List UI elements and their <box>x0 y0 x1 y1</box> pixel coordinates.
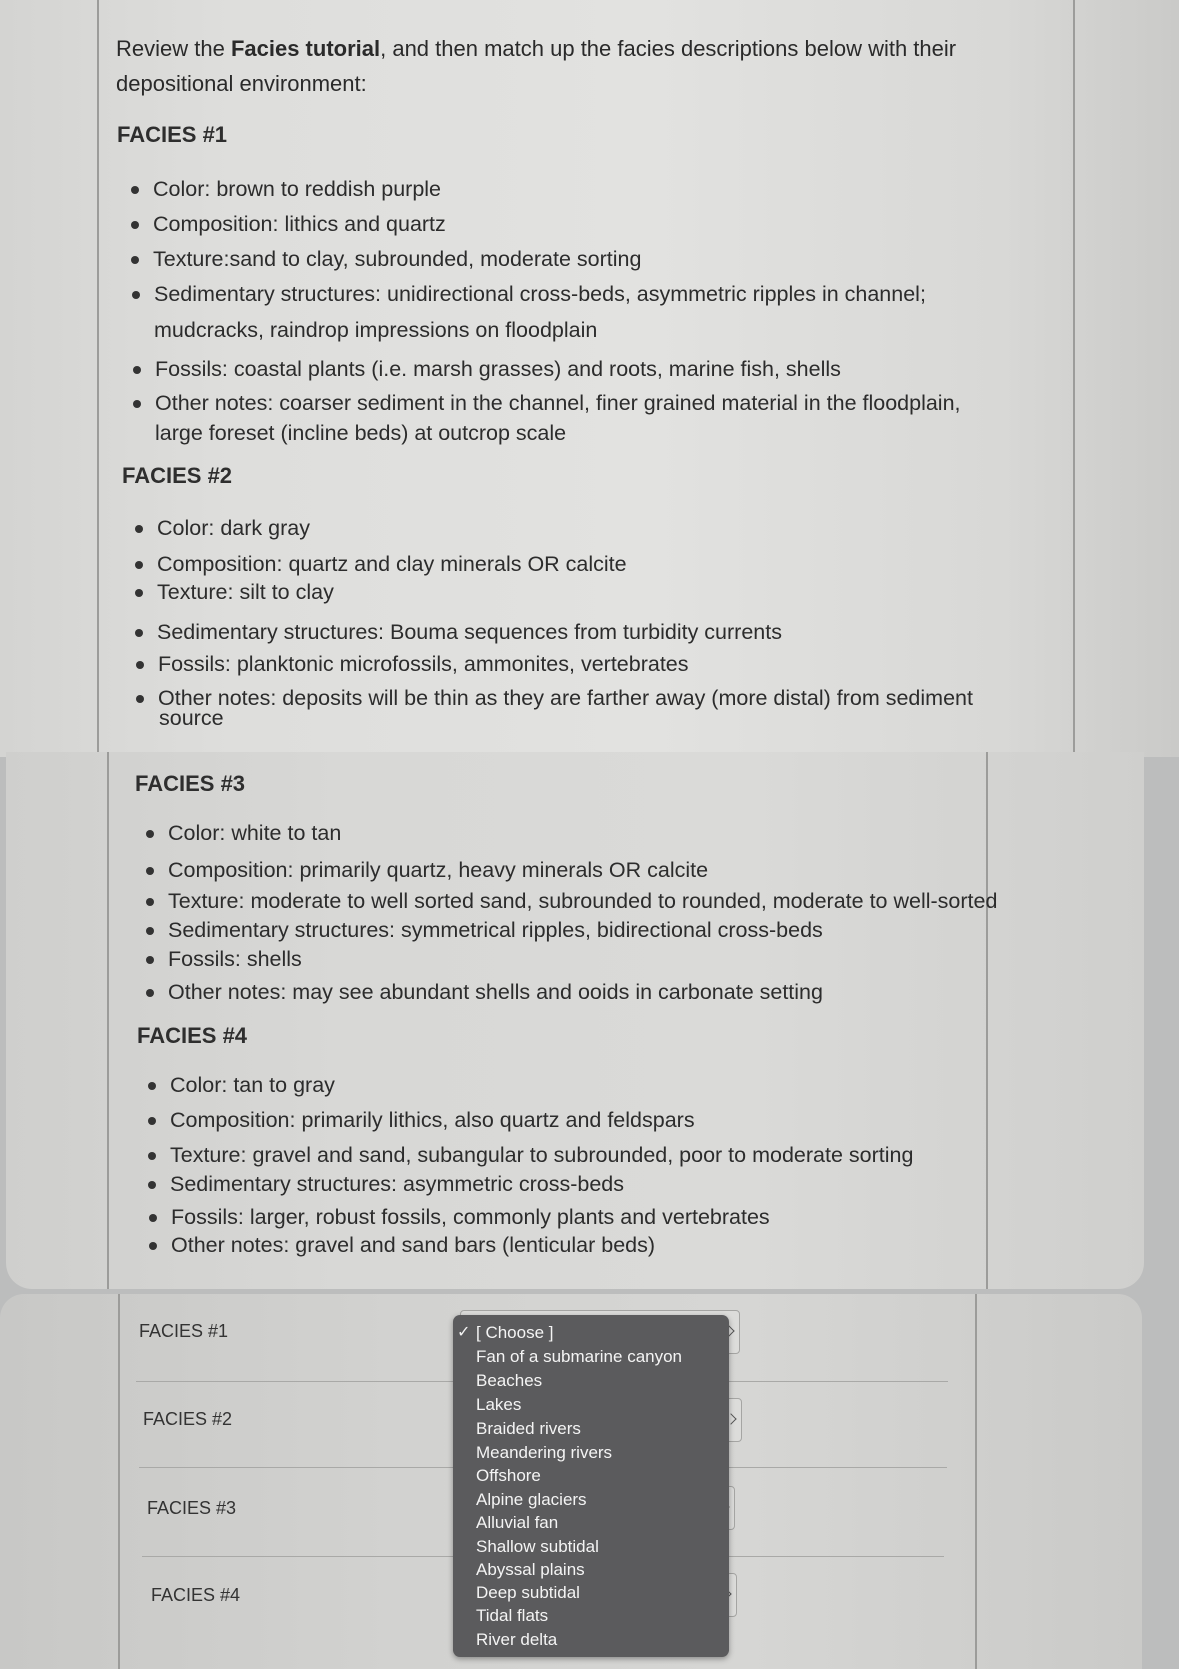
content-border-right <box>986 752 988 1289</box>
dropdown-option[interactable]: Alpine glaciers <box>476 1490 587 1509</box>
facies-3-heading: FACIES #3 <box>135 771 246 796</box>
match-row-label-facies-4: FACIES #4 <box>151 1585 241 1605</box>
dropdown-option[interactable]: Offshore <box>476 1466 541 1485</box>
dropdown-option[interactable]: Lakes <box>476 1395 522 1414</box>
match-row-label-facies-3: FACIES #3 <box>147 1498 237 1518</box>
facies-4-heading: FACIES #4 <box>137 1023 248 1048</box>
content-border-right <box>975 1294 977 1669</box>
facies-2-bullet: Other notes: deposits will be thin as they are farther away (more distal) from sediment <box>158 682 973 714</box>
facies-3-bullet: Sedimentary structures: symmetrical ripples, bidirectional cross-beds <box>168 914 823 946</box>
facies-2-bullet-continuation: source <box>159 706 224 730</box>
facies-4-bullet: Sedimentary structures: asymmetric cross-beds <box>170 1168 624 1200</box>
environment-dropdown-menu[interactable] <box>453 1315 729 1657</box>
facies-4-bullet: Other notes: gravel and sand bars (lenticular beds) <box>171 1229 655 1261</box>
dropdown-option[interactable]: Alluvial fan <box>476 1513 559 1532</box>
facies-2-bullet: Sedimentary structures: Bouma sequences from turbidity currents <box>157 616 782 648</box>
dropdown-option[interactable]: River delta <box>476 1630 558 1649</box>
dropdown-option-choose[interactable]: ✓ [ Choose ] <box>457 1323 554 1342</box>
facies-1-bullet: Composition: lithics and quartz <box>153 208 446 240</box>
screenshot-panel-top <box>0 0 1179 757</box>
content-border-left <box>118 1294 120 1669</box>
content-border-right <box>1073 0 1075 757</box>
content-border-left <box>107 752 109 1289</box>
dropdown-option[interactable]: Tidal flats <box>476 1606 549 1625</box>
content-border-left <box>97 0 99 757</box>
dropdown-option[interactable]: Braided rivers <box>476 1419 581 1438</box>
intro-text-before: Review the <box>116 36 231 61</box>
facies-2-bullet: Fossils: planktonic microfossils, ammonites, vertebrates <box>158 648 689 680</box>
facies-2-heading: FACIES #2 <box>122 463 233 488</box>
dropdown-option[interactable]: Abyssal plains <box>476 1560 585 1579</box>
facies-1-bullet-continuation: mudcracks, raindrop impressions on floodplain <box>154 318 598 342</box>
facies-1-bullet: Texture:sand to clay, subrounded, moderate sorting <box>153 243 641 275</box>
facies-4-bullet: Texture: gravel and sand, subangular to subrounded, poor to moderate sorting <box>170 1139 913 1171</box>
facies-1-heading: FACIES #1 <box>117 122 228 147</box>
facies-2-bullet: Composition: quartz and clay minerals OR calcite <box>157 548 627 580</box>
dropdown-option[interactable]: Shallow subtidal <box>476 1537 599 1556</box>
facies-1-bullet: Color: brown to reddish purple <box>153 173 441 205</box>
match-row-label-facies-2: FACIES #2 <box>143 1409 233 1429</box>
screenshot-panel-middle <box>6 752 1144 1289</box>
facies-2-bullet: Texture: silt to clay <box>157 576 334 608</box>
facies-4-bullet: Composition: primarily lithics, also quartz and feldspars <box>170 1104 695 1136</box>
facies-1-bullet: Other notes: coarser sediment in the channel, finer grained material in the floodplain, <box>155 387 961 419</box>
intro-line-2: depositional environment: <box>116 71 367 96</box>
facies-1-bullet: Sedimentary structures: unidirectional cross-beds, asymmetric ripples in channel; <box>154 278 926 310</box>
dropdown-option[interactable]: Beaches <box>476 1371 543 1390</box>
facies-3-bullet: Composition: primarily quartz, heavy minerals OR calcite <box>168 854 708 886</box>
facies-3-bullet: Color: white to tan <box>168 817 341 849</box>
dropdown-option[interactable]: Fan of a submarine canyon <box>476 1347 683 1366</box>
intro-text-after: , and then match up the facies descriptions below with their <box>380 36 957 61</box>
dropdown-option[interactable]: Meandering rivers <box>476 1443 613 1462</box>
facies-4-bullet: Color: tan to gray <box>170 1069 335 1101</box>
facies-3-bullet: Other notes: may see abundant shells and ooids in carbonate setting <box>168 976 823 1008</box>
dropdown-option[interactable]: Deep subtidal <box>476 1583 580 1602</box>
checkmark-icon: ✓ <box>457 1324 471 1341</box>
facies-1-bullet: Fossils: coastal plants (i.e. marsh grasses) and roots, marine fish, shells <box>155 353 841 385</box>
facies-tutorial-link[interactable]: Facies tutorial <box>230 36 381 61</box>
facies-4-bullet: Fossils: larger, robust fossils, commonly plants and vertebrates <box>171 1201 770 1233</box>
intro-line-1 <box>116 31 956 66</box>
facies-2-bullet: Color: dark gray <box>157 512 310 544</box>
facies-3-bullet: Texture: moderate to well sorted sand, subrounded to rounded, moderate to well-sorted <box>168 885 997 917</box>
facies-1-bullet-continuation: large foreset (incline beds) at outcrop scale <box>155 421 567 445</box>
facies-3-bullet: Fossils: shells <box>168 943 302 975</box>
match-row-label-facies-1: FACIES #1 <box>139 1321 229 1341</box>
